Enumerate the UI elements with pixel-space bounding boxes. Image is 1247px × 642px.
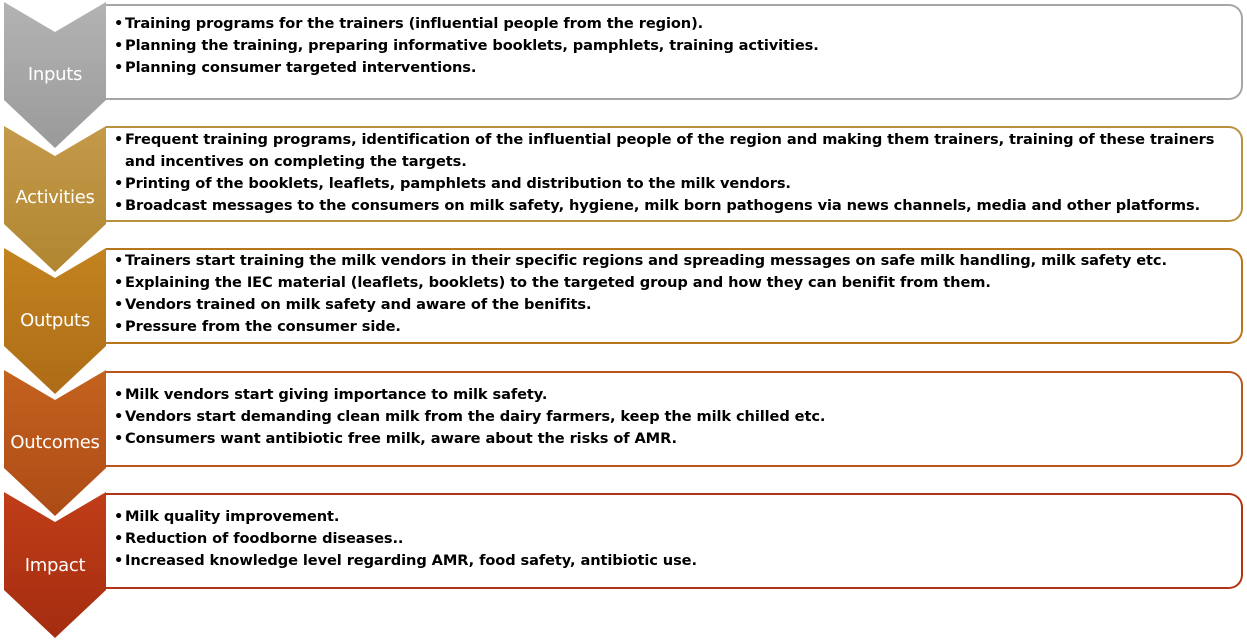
stage-box-inputs: [106, 4, 1243, 100]
stage-list-activities: [106, 129, 1241, 217]
list-item: • Pressure from the consumer side.: [114, 318, 401, 335]
list-item: • Increased knowledge level regarding AMR, food safety, antibiotic use.: [114, 552, 697, 569]
list-item: • Trainers start training the milk vendors in their specific regions and spreading messages on safe milk handling, milk safety etc.: [114, 252, 1167, 269]
stage-label-inputs: Inputs: [27, 64, 83, 85]
stage-list-inputs: [106, 13, 1241, 79]
list-item: • Milk quality improvement.: [114, 508, 340, 525]
stage-label-outcomes: Outcomes: [10, 432, 100, 453]
stage-label-impact: Impact: [24, 555, 86, 576]
stage-box-outputs: [106, 248, 1243, 344]
list-item: • Planning consumer targeted interventions.: [114, 59, 477, 76]
list-item: • Training programs for the trainers (influential people from the region).: [114, 15, 704, 32]
stage-list-impact: [106, 506, 1241, 572]
stage-box-outcomes: [106, 371, 1243, 467]
stage-label-activities: Activities: [15, 187, 95, 208]
list-item: • Printing of the booklets, leaflets, pamphlets and distribution to the milk vendors.: [114, 175, 791, 192]
stage-list-outputs: [106, 250, 1241, 338]
stage-box-activities: [106, 126, 1243, 222]
list-item: • Reduction of foodborne diseases..: [114, 530, 404, 547]
stage-list-outcomes: [106, 384, 1241, 450]
list-item: • Broadcast messages to the consumers on milk safety, hygiene, milk born pathogens via news channels, media and other platforms.: [114, 197, 1201, 214]
list-item: • Frequent training programs, identification of the influential people of the region and making them trainers, training of these trainers and incentives on completing the targets.: [114, 131, 1215, 170]
list-item: • Vendors start demanding clean milk from the dairy farmers, keep the milk chilled etc.: [114, 408, 826, 425]
stage-box-impact: [106, 493, 1243, 589]
list-item: • Milk vendors start giving importance to milk safety.: [114, 386, 548, 403]
list-item: • Vendors trained on milk safety and aware of the benifits.: [114, 296, 592, 313]
stage-label-outputs: Outputs: [20, 310, 90, 331]
list-item: • Planning the training, preparing informative booklets, pamphlets, training activities.: [114, 37, 819, 54]
list-item: • Explaining the IEC material (leaflets, booklets) to the targeted group and how they can benifit from them.: [114, 274, 991, 291]
list-item: • Consumers want antibiotic free milk, aware about the risks of AMR.: [114, 430, 677, 447]
